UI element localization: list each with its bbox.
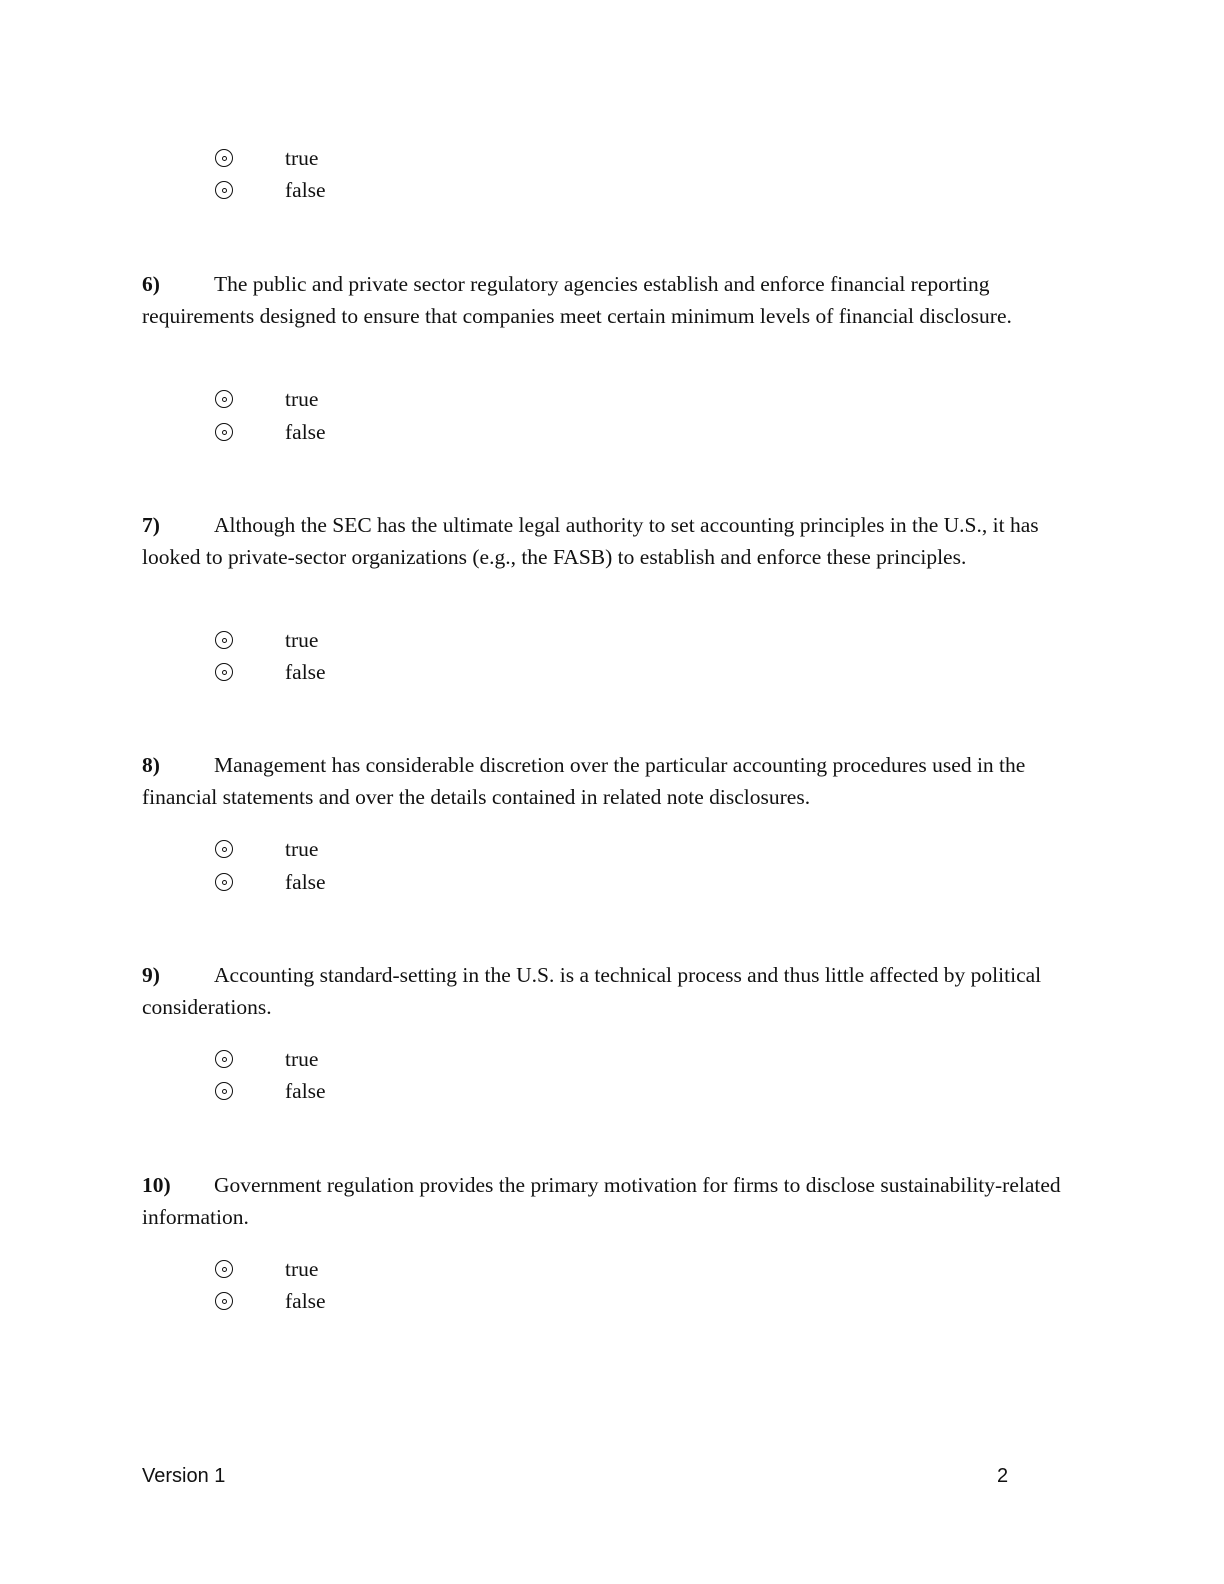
question-text: Accounting standard-setting in the U.S. is a technical process and thus little affected by political considerations.	[142, 963, 1042, 1019]
question-text: The public and private sector regulatory agencies establish and enforce financial reporting requirements designed to ensure that companies meet certain minimum levels of financial disclosure.	[142, 272, 1012, 328]
question-9	[142, 960, 1087, 1023]
question-10	[142, 1170, 1087, 1233]
question-number: 10)	[142, 1173, 171, 1197]
option-label: false	[285, 1079, 326, 1103]
footer-page-number: 2	[997, 1465, 1009, 1487]
option-label: false	[285, 1289, 326, 1313]
radio-icon[interactable]	[215, 1292, 233, 1310]
radio-icon[interactable]	[215, 149, 233, 167]
footer-version: Version 1	[142, 1465, 226, 1487]
option-label: true	[285, 628, 319, 652]
question-number: 6)	[142, 272, 160, 296]
question-7	[142, 510, 1087, 573]
question-6	[142, 269, 1087, 332]
question-text: Government regulation provides the primary motivation for firms to disclose sustainability-related information.	[142, 1173, 1061, 1229]
question-text: Although the SEC has the ultimate legal authority to set accounting principles in the U.S., it has looked to private-sector organizations (e.g., the FASB) to establish and enforce these principles.	[142, 513, 1039, 569]
option-label: true	[285, 837, 319, 861]
option-label: false	[285, 420, 326, 444]
option-label: false	[285, 660, 326, 684]
option-label: false	[285, 870, 326, 894]
radio-icon[interactable]	[215, 423, 233, 441]
radio-icon[interactable]	[215, 1050, 233, 1068]
option-label: true	[285, 1047, 319, 1071]
radio-icon[interactable]	[215, 390, 233, 408]
option-label: true	[285, 1257, 319, 1281]
question-number: 9)	[142, 963, 160, 987]
radio-icon[interactable]	[215, 631, 233, 649]
question-number: 7)	[142, 513, 160, 537]
option-label: false	[285, 178, 326, 202]
radio-icon[interactable]	[215, 1082, 233, 1100]
radio-icon[interactable]	[215, 663, 233, 681]
radio-icon[interactable]	[215, 181, 233, 199]
question-text: Management has considerable discretion over the particular accounting procedures used in the financial statements and over the details contained in related note disclosures.	[142, 753, 1026, 809]
radio-icon[interactable]	[215, 873, 233, 891]
question-number: 8)	[142, 753, 160, 777]
question-8	[142, 750, 1087, 813]
option-label: true	[285, 387, 319, 411]
radio-icon[interactable]	[215, 840, 233, 858]
option-label: true	[285, 146, 319, 170]
radio-icon[interactable]	[215, 1260, 233, 1278]
